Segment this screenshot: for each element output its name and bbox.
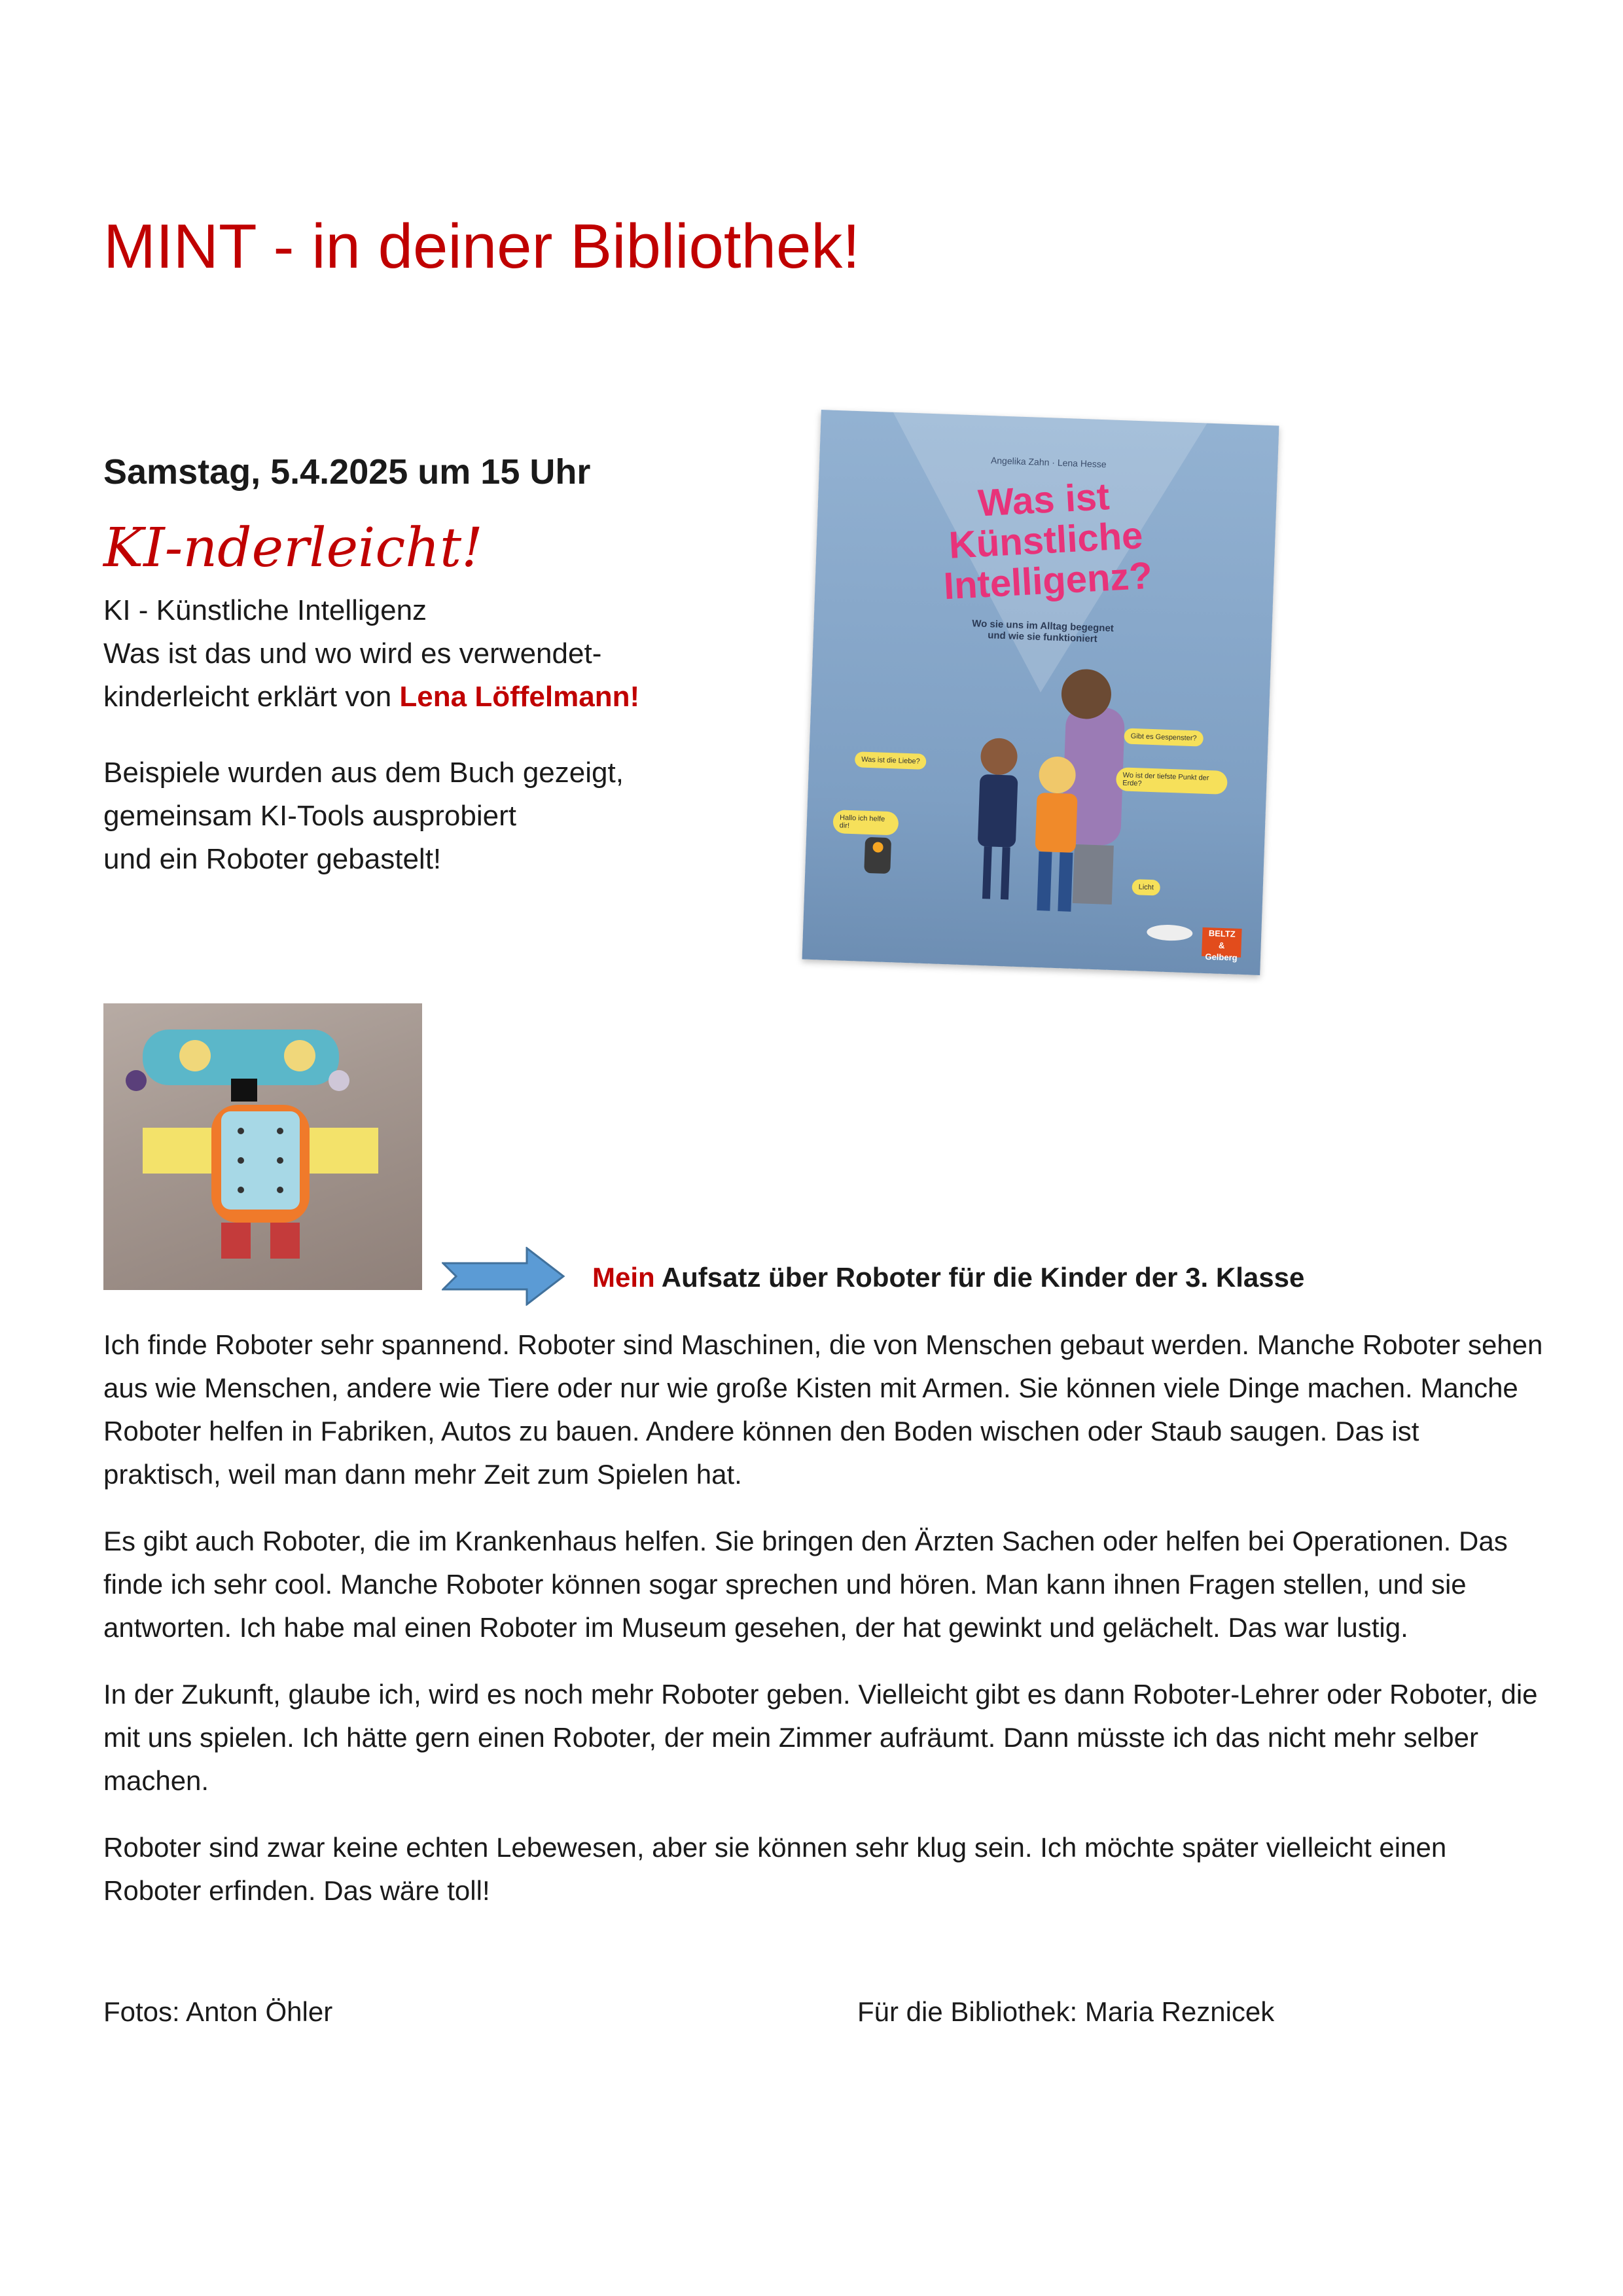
book-cover-image (802, 410, 1279, 975)
girl-leg-right (1001, 847, 1010, 899)
robot-leg-right (270, 1223, 300, 1259)
intro-line-3-prefix: kinderleicht erklärt von (103, 681, 400, 713)
examples-line-2: gemeinsam KI-Tools ausprobiert (103, 800, 516, 832)
boy-leg-left (1037, 852, 1052, 911)
book-title-line-2: Künstliche (948, 514, 1144, 567)
intro-line-2: Was ist das und wo wird es verwendet- (103, 637, 602, 670)
examples-line-3: und ein Roboter gebastelt! (103, 843, 442, 875)
girl-leg-left (982, 846, 992, 899)
speech-bubble-5: Licht (1132, 879, 1160, 895)
robot-body-panel (221, 1111, 300, 1210)
essay-title-rest: Aufsatz über Roboter für die Kinder der 3. Klasse (654, 1262, 1305, 1293)
speech-bubble-3: Wo ist der tiefste Punkt der Erde? (1116, 767, 1228, 795)
book-tagline-line-1: Wo sie uns im Alltag begegnet (971, 618, 1115, 634)
girl-head (980, 738, 1018, 776)
event-date: Samstag, 5.4.2025 um 15 Uhr (103, 452, 591, 492)
essay-paragraph-2: Es gibt auch Roboter, die im Krankenhaus helfen. Sie bringen den Ärzten Sachen oder helfen bei Operationen. Das finde ich sehr cool. Manche Roboter können sogar sprechen und hören. Man kann ihnen Fragen stellen, und sie antworten. Ich habe mal einen Roboter im Museum gesehen, der hat gewinkt und gelächelt. Das war lustig. (103, 1526, 1508, 1643)
essay-paragraph-3: In der Zukunft, glaube ich, wird es noch mehr Roboter geben. Vielleicht gibt es dann Roboter-Lehrer oder Roboter, die mit uns spielen. Ich hätte gern einen Roboter, der mein Zimmer aufräumt. Dann müsste ich das nicht mehr selber machen. (103, 1679, 1538, 1796)
boy-shirt (1035, 793, 1078, 853)
essay-paragraph-1: Ich finde Roboter sehr spannend. Roboter sind Maschinen, die von Menschen gebaut werden. Manche Roboter sehen aus wie Menschen, andere wie Tiere oder nur wie große Kisten mit Armen. Sie können viele Dinge machen. Manche Roboter helfen in Fabriken, Autos zu bauen. Andere können den Boden wischen oder Staub saugen. Das ist praktisch, weil man dann mehr Zeit zum Spielen hat. (103, 1329, 1543, 1490)
adult-legs (1073, 844, 1114, 905)
speech-bubble-1: Was ist die Liebe? (855, 751, 927, 770)
publisher-logo (1202, 927, 1241, 963)
page-title: MINT - in deiner Bibliothek! (103, 211, 861, 281)
robot-eye-left (179, 1040, 211, 1071)
essay-paragraph-4: Roboter sind zwar keine echten Lebewesen, aber sie können sehr klug sein. Ich möchte später vielleicht einen Roboter erfinden. Das wäre toll! (103, 1832, 1447, 1906)
presenter-name: Lena Löffelmann! (399, 681, 640, 713)
intro-line-3 (103, 675, 639, 719)
book-tagline-line-2: und wie sie funktioniert (987, 630, 1097, 645)
robot-eye-right (284, 1040, 315, 1071)
book-title-line-1: Was ist (976, 475, 1111, 525)
event-subtitle: KI-nderleicht! (103, 517, 484, 579)
robot-pompom-left (126, 1070, 147, 1091)
robot-arm-left (143, 1128, 211, 1174)
book-illustration (802, 410, 1279, 975)
essay-body (103, 1323, 1543, 1936)
examples-line-1: Beispiele wurden aus dem Buch gezeigt, (103, 757, 624, 789)
girl-dress (978, 774, 1018, 848)
intro-line-1: KI - Künstliche Intelligenz (103, 594, 427, 626)
book-title-line-3: Intelligenz? (942, 554, 1154, 608)
boy-leg-right (1058, 852, 1073, 912)
robot-craft-photo (103, 1003, 422, 1290)
robot-leg-left (221, 1223, 251, 1259)
publisher-logo-line-1: BELTZ (1208, 928, 1236, 939)
robot-craft-illustration (103, 1003, 422, 1290)
event-examples (103, 751, 624, 881)
speech-bubble-2: Gibt es Gespenster? (1124, 728, 1204, 747)
robot-pompom-right (329, 1070, 349, 1091)
arrow-right-icon (442, 1247, 566, 1306)
book-authors: Angelika Zahn · Lena Hesse (990, 455, 1107, 470)
event-intro (103, 589, 639, 719)
photo-credit: Fotos: Anton Öhler (103, 1996, 333, 2027)
robot-mouth (231, 1079, 257, 1102)
essay-title-highlight: Mein (592, 1262, 655, 1293)
library-credit: Für die Bibliothek: Maria Reznicek (857, 1996, 1275, 2027)
robot-arm-right (310, 1128, 378, 1174)
publisher-logo-line-2: & Gelberg (1205, 940, 1238, 963)
essay-title (592, 1262, 1304, 1293)
vacuum-robot (1147, 924, 1193, 941)
speech-bubble-4: Hallo ich helfe dir! (832, 810, 899, 835)
